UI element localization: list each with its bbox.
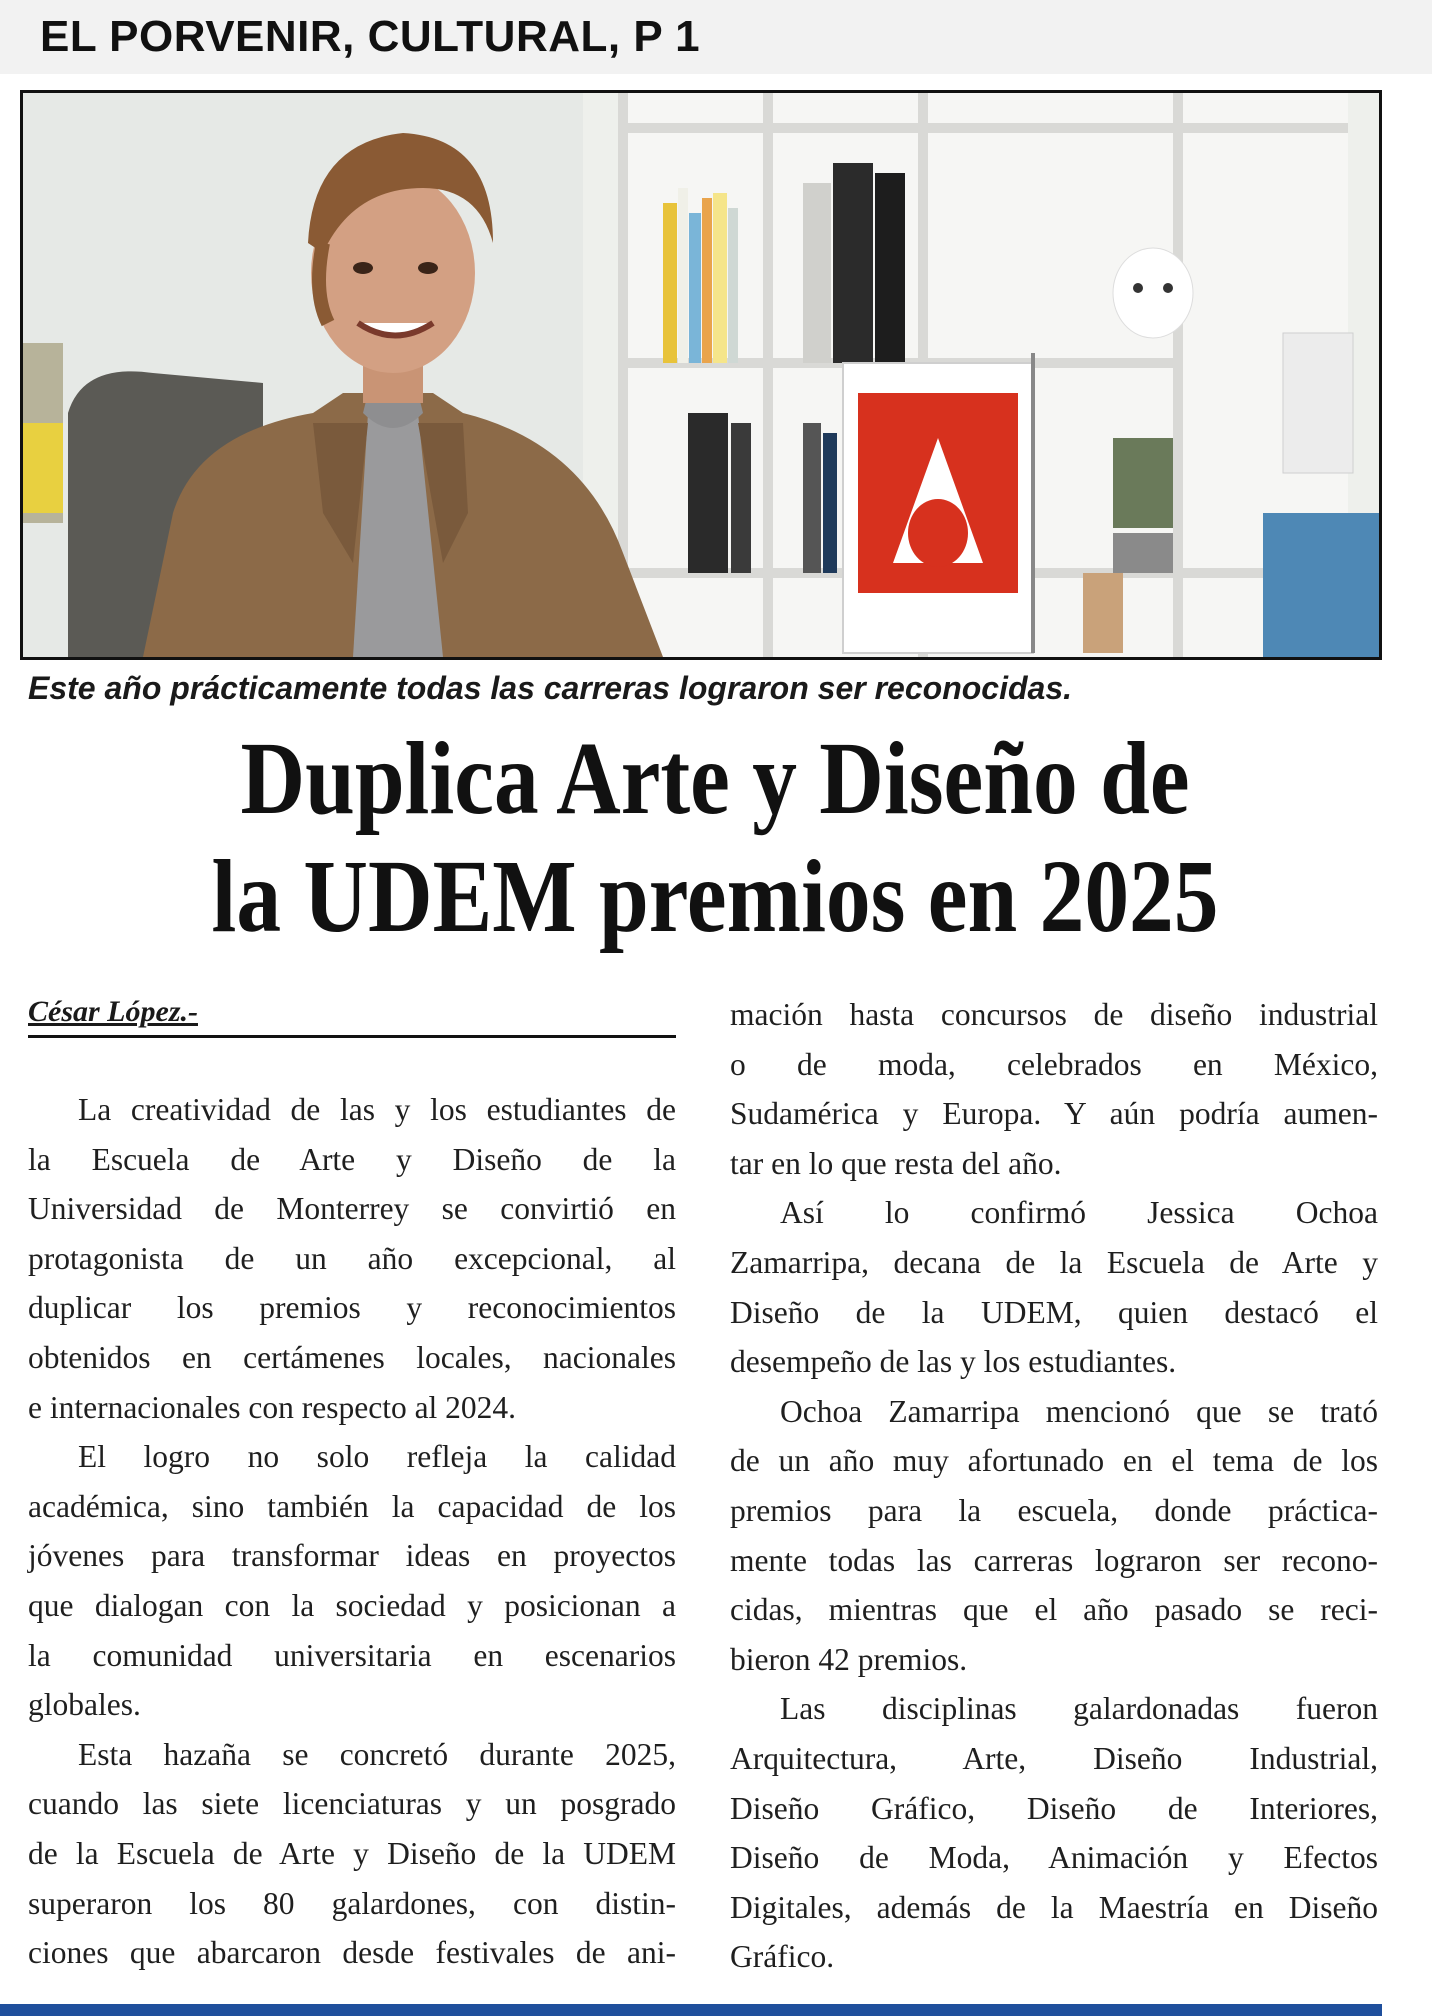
article-line: Diseño de Moda, Animación y Efectos — [730, 1840, 1378, 1876]
article-line: superaron los 80 galardones, con distin- — [28, 1885, 676, 1921]
article-line: tar en lo que resta del año. — [730, 1145, 1062, 1181]
article-line: Así lo confirmó Jessica Ochoa — [780, 1195, 1378, 1231]
article-line: globales. — [28, 1687, 141, 1723]
article-line: Zamarripa, decana de la Escuela de Arte y — [730, 1244, 1378, 1280]
bottom-rule — [0, 2004, 1382, 2016]
article-line: Las disciplinas galardonadas fueron — [780, 1691, 1378, 1727]
article-column-1 — [28, 1085, 676, 1978]
article-paragraph — [28, 1730, 676, 1978]
article-line: protagonista de un año excepcional, al — [28, 1240, 676, 1276]
article-line: Gráfico. — [730, 1939, 835, 1975]
article-line: que dialogan con la sociedad y posicionan a — [28, 1587, 676, 1623]
headline-line-2: la UDEM premios en 2025 — [211, 839, 1219, 954]
article-line: Universidad de Monterrey se convirtió en — [28, 1191, 676, 1227]
headline-line-1: Duplica Arte y Diseño de — [240, 721, 1190, 836]
article-line: La creatividad de las y los estudiantes de — [78, 1092, 676, 1127]
article-line: Sudamérica y Europa. Y aún podría aumen- — [730, 1096, 1378, 1132]
article-line: premios para la escuela, donde práctica- — [730, 1492, 1378, 1528]
article-line: Esta hazaña se concretó durante 2025, — [78, 1736, 676, 1772]
article-column-2 — [730, 990, 1378, 1982]
section-header-text: EL PORVENIR, CULTURAL, P 1 — [40, 12, 701, 61]
article-line: mente todas las carreras lograron ser recono- — [730, 1542, 1378, 1578]
article-line: cidas, mientras que el año pasado se reci- — [730, 1592, 1378, 1628]
article-line: Ochoa Zamarripa mencionó que se trató — [780, 1393, 1378, 1429]
article-line: la comunidad universitaria en escenarios — [28, 1637, 676, 1673]
article-line: El logro no solo refleja la calidad — [78, 1439, 676, 1475]
article-paragraph — [28, 1085, 676, 1432]
article-line: mación hasta concursos de diseño industrial — [730, 997, 1378, 1032]
article-line: Diseño de la UDEM, quien destacó el — [730, 1294, 1378, 1330]
article-line: de un año muy afortunado en el tema de los — [730, 1443, 1378, 1479]
article-photo — [20, 90, 1382, 660]
photo-caption: Este año prácticamente todas las carreras lograron ser reconocidas. — [28, 670, 1072, 706]
article-line: jóvenes para transformar ideas en proyectos — [28, 1538, 676, 1574]
article-line: o de moda, celebrados en México, — [730, 1046, 1378, 1082]
article-line: ciones que abarcaron desde festivales de ani- — [28, 1935, 676, 1971]
article-line: Arquitectura, Arte, Diseño Industrial, — [730, 1740, 1378, 1776]
article-line: de la Escuela de Arte y Diseño de la UDEM — [28, 1835, 676, 1871]
article-paragraph — [28, 1432, 676, 1730]
article-line: académica, sino también la capacidad de los — [28, 1488, 676, 1524]
byline: César López.- — [28, 995, 676, 1038]
section-header — [0, 0, 1432, 74]
portrait-photo-icon — [23, 93, 1379, 657]
headline — [117, 720, 1312, 956]
article-line: duplicar los premios y reconocimientos — [28, 1290, 676, 1326]
article-line: cuando las siete licenciaturas y un posgrado — [28, 1786, 676, 1822]
article-line: Diseño Gráfico, Diseño de Interiores, — [730, 1790, 1378, 1826]
article-line: Digitales, además de la Maestría en Diseño — [730, 1889, 1378, 1925]
article-line: desempeño de las y los estudiantes. — [730, 1344, 1177, 1380]
article-line: la Escuela de Arte y Diseño de la — [28, 1141, 676, 1177]
article-paragraph — [730, 1387, 1378, 1685]
article-line: obtenidos en certámenes locales, nacionales — [28, 1339, 676, 1375]
article-line: bieron 42 premios. — [730, 1641, 968, 1677]
article-paragraph — [730, 1684, 1378, 1982]
article-paragraph — [730, 990, 1378, 1188]
article-paragraph — [730, 1188, 1378, 1386]
article-line: e internacionales con respecto al 2024. — [28, 1389, 517, 1425]
